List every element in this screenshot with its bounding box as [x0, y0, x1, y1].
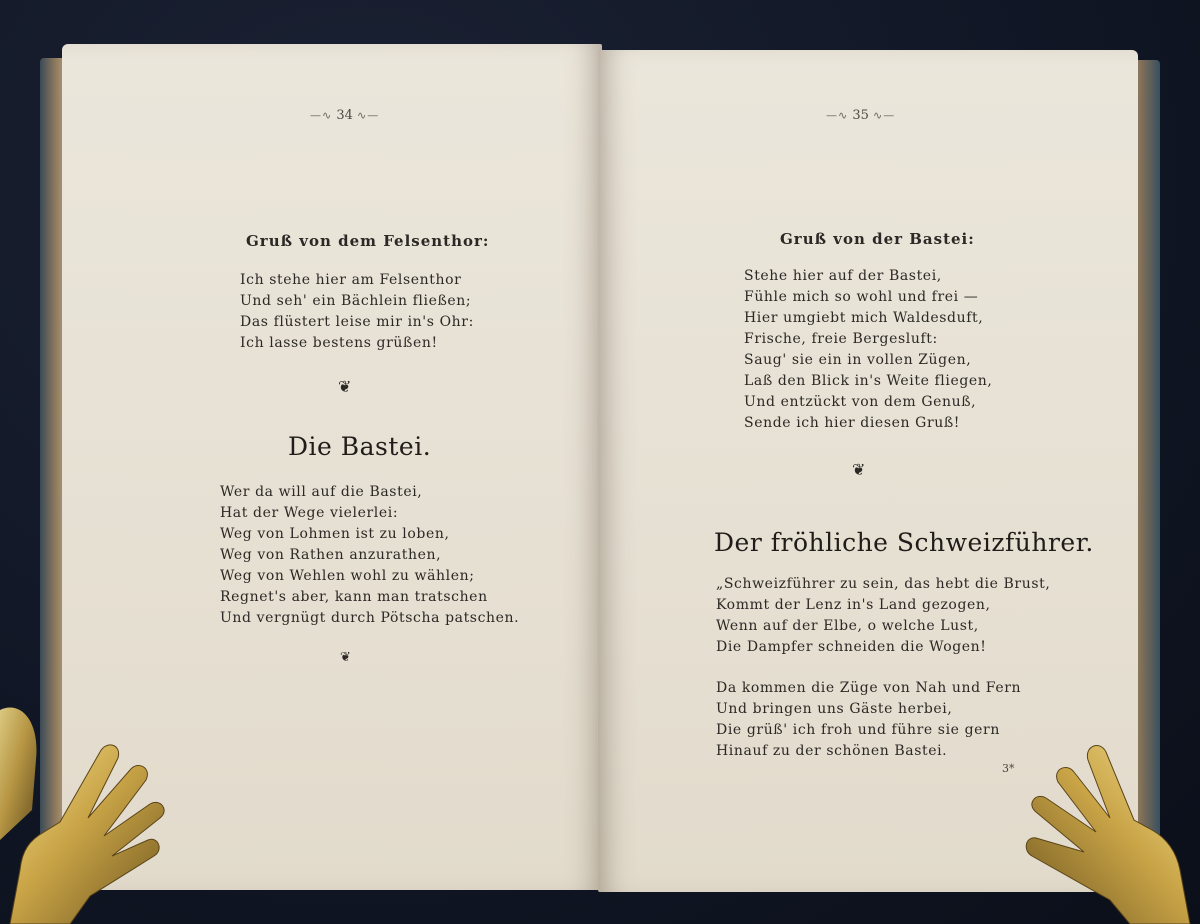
left-poem-line: Und vergnügt durch Pötscha patschen.: [220, 610, 520, 626]
page-number-ornament-left: —∿: [826, 109, 849, 122]
page-number-ornament-left: —∿: [310, 109, 333, 122]
right-poem-line: Wenn auf der Elbe, o welche Lust,: [716, 618, 979, 634]
right-page-number: [826, 108, 895, 123]
right-stanza-line: Saug' sie ein in vollen Zügen,: [744, 352, 972, 368]
right-stanza: [744, 266, 992, 434]
end-ornament-icon: ❦: [340, 650, 351, 665]
left-stanza-line: Und seh' ein Bächlein fließen;: [240, 293, 472, 309]
right-stanza-line: Frische, freie Bergesluft:: [744, 331, 938, 347]
right-poem-line: Kommt der Lenz in's Land gezogen,: [716, 597, 991, 613]
right-poem-stanza-1: [716, 574, 1050, 658]
leaf-ornament-icon: ❦: [338, 377, 352, 396]
left-stanza-heading: Gruß von dem Felsenthor:: [246, 232, 490, 250]
left-stanza-line: Ich stehe hier am Felsenthor: [240, 272, 462, 288]
left-poem-line: Weg von Wehlen wohl zu wählen;: [220, 568, 475, 584]
left-poem-body: [220, 482, 519, 629]
right-poem-stanza-2: [716, 678, 1021, 762]
page-number-ornament-right: ∿—: [357, 109, 380, 122]
right-stanza-line: Stehe hier auf der Bastei,: [744, 268, 942, 284]
right-poem-title: Der fröhliche Schweizführer.: [714, 528, 1094, 557]
right-stanza-line: Und entzückt von dem Genuß,: [744, 394, 977, 410]
left-stanza: [240, 270, 474, 354]
right-stanza-line: Hier umgiebt mich Waldesduft,: [744, 310, 984, 326]
left-poem-line: Wer da will auf die Bastei,: [220, 484, 423, 500]
brass-hand-right-icon: [1010, 720, 1200, 924]
right-stanza-line: Laß den Blick in's Weite fliegen,: [744, 373, 993, 389]
right-poem-line: Und bringen uns Gäste herbei,: [716, 701, 953, 717]
right-poem-line: „Schweizführer zu sein, das hebt die Brust,: [716, 576, 1051, 592]
left-poem-line: Weg von Rathen anzurathen,: [220, 547, 442, 563]
page-number-ornament-right: ∿—: [873, 109, 896, 122]
brass-hand-left-icon: [0, 700, 190, 924]
right-poem-line: Die Dampfer schneiden die Wogen!: [716, 639, 987, 655]
page-number-text: 34: [336, 108, 353, 123]
left-poem-line: Hat der Wege vielerlei:: [220, 505, 399, 521]
right-stanza-heading: Gruß von der Bastei:: [780, 230, 975, 248]
right-poem-line: Hinauf zu der schönen Bastei.: [716, 743, 948, 759]
left-page-number: [310, 108, 379, 123]
leaf-ornament-icon: ❦: [852, 460, 866, 479]
right-stanza-line: Fühle mich so wohl und frei —: [744, 289, 979, 305]
printer-signature-mark: 3*: [1002, 762, 1015, 775]
right-poem-line: Da kommen die Züge von Nah und Fern: [716, 680, 1022, 696]
left-stanza-line: Ich lasse bestens grüßen!: [240, 335, 438, 351]
left-poem-line: Regnet's aber, kann man tratschen: [220, 589, 488, 605]
page-number-text: 35: [852, 108, 869, 123]
right-poem-line: Die grüß' ich froh und führe sie gern: [716, 722, 1000, 738]
left-stanza-line: Das flüstert leise mir in's Ohr:: [240, 314, 474, 330]
right-stanza-line: Sende ich hier diesen Gruß!: [744, 415, 961, 431]
left-poem-line: Weg von Lohmen ist zu loben,: [220, 526, 450, 542]
left-poem-title: Die Bastei.: [288, 432, 432, 461]
